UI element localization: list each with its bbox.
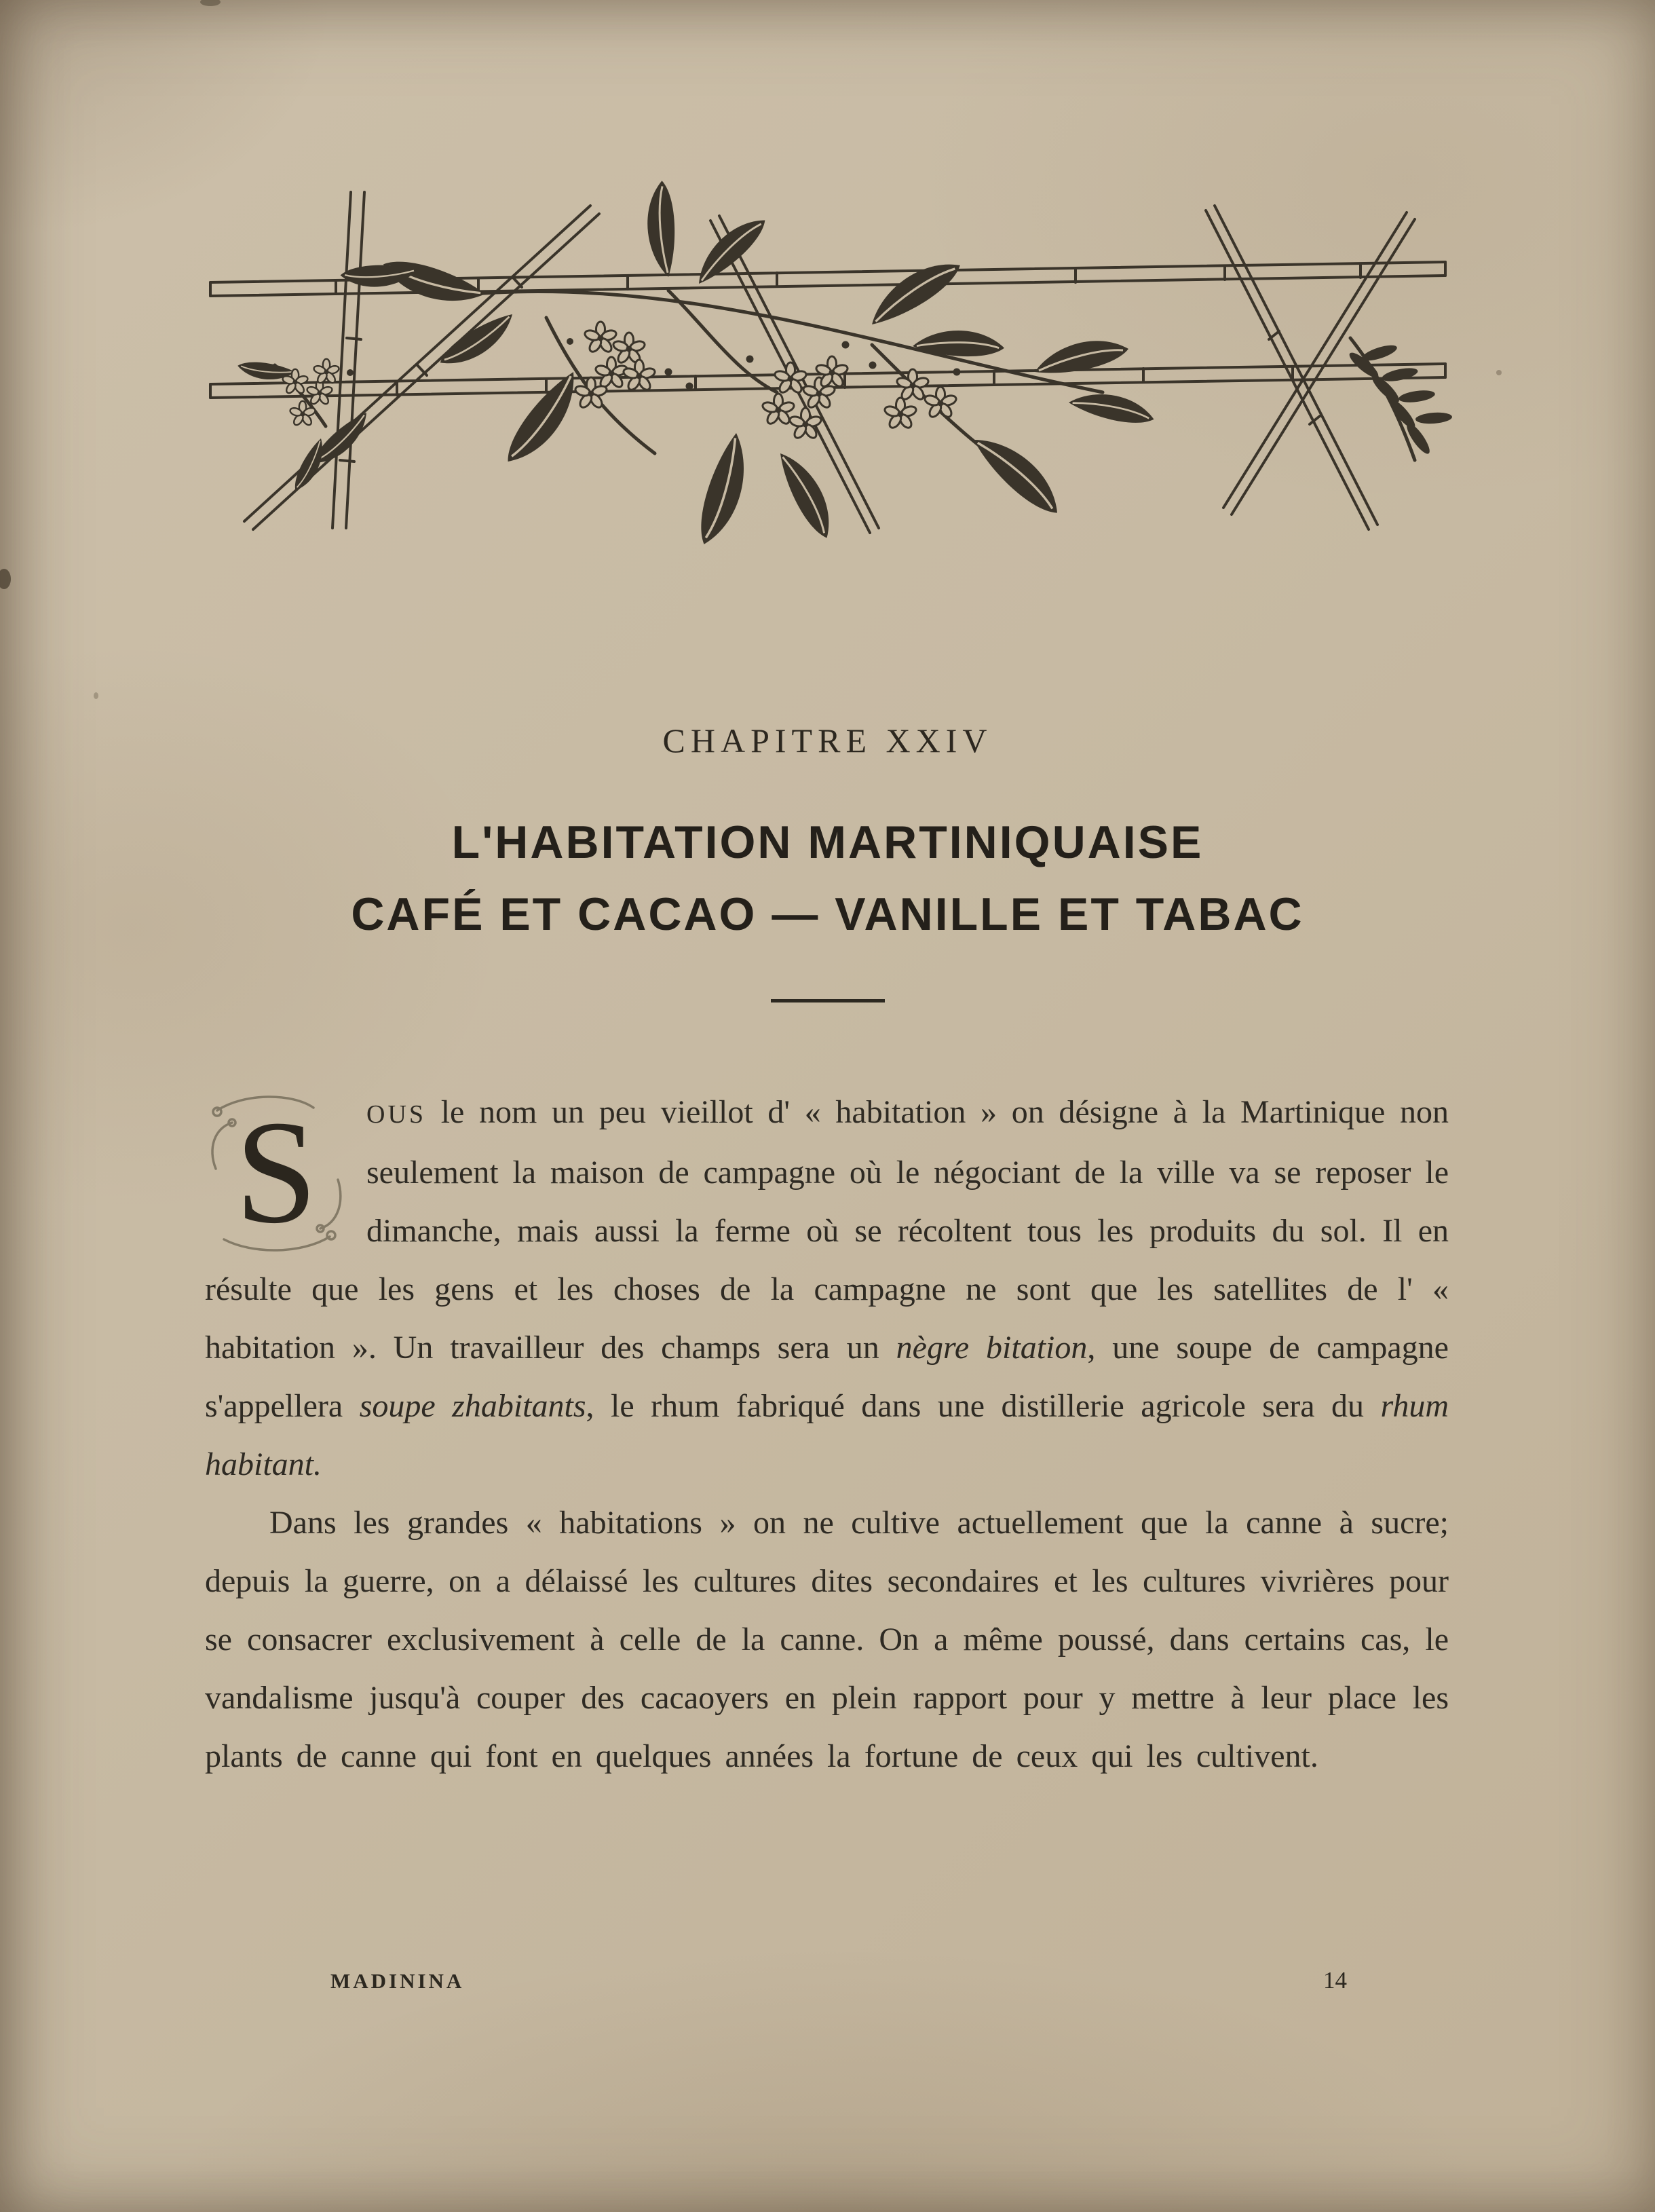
title-divider-rule: [771, 999, 885, 1002]
paper-speck: [94, 692, 98, 699]
chapter-label: CHAPITRE XXIV: [662, 721, 993, 760]
paragraph-1-segment: , le rhum fabriqué dans une distillerie agricole sera du: [586, 1388, 1381, 1424]
page-footer: [205, 1967, 1449, 1994]
chapter-title: [0, 806, 1655, 950]
floral-trellis-illustration: [193, 168, 1462, 552]
paragraph-1-italic: rhum habitant.: [205, 1388, 1449, 1482]
paper-speck: [1496, 370, 1502, 375]
chapter-title-line1: L'HABITATION MARTINIQUAISE: [451, 817, 1204, 868]
drop-cap: [205, 1087, 347, 1258]
paper-speck: [0, 569, 11, 589]
paragraph-1-segment: , une soupe de campagne s'appellera: [205, 1330, 1449, 1424]
paragraph-1: [205, 1083, 1449, 1494]
paragraph-1-italic: nègre bitation: [896, 1330, 1088, 1366]
chapter-title-line2: CAFÉ ET CACAO — VANILLE ET TABAC: [351, 888, 1304, 940]
paragraph-1-segment: le nom un peu vieillot d' « habitation » on désigne à la Martinique non seulement la maison de campagne où le négociant de la ville va se reposer le dimanche, mais aussi la ferme où se récoltent tous les produits du sol. Il en résulte que les gens et les choses de la campagne ne sont que les satellites de l' « habitation ». Un travailleur des champs sera un: [205, 1094, 1449, 1366]
lead-word: OUS: [366, 1100, 427, 1129]
paper-speck: [200, 0, 221, 6]
page-number: 14: [1323, 1967, 1347, 1993]
body-text-block: [205, 1083, 1449, 1786]
paragraph-1-italic: soupe zhabitants: [359, 1388, 586, 1424]
drop-cap-letter: S: [235, 1091, 318, 1254]
paragraph-2: Dans les grandes « habitations » on ne cultive actuellement que la canne à sucre; depuis la guerre, on a délaissé les cultures dites secondaires et les cultures vivrières pour se consacrer exclusivement à celle de la canne. On a même poussé, dans certains cas, le vandalisme jusqu'à couper des cacaoyers en plein rapport pour y mettre à leur place les plants de canne qui font en quelques années la fortune de ceux qui les cultivent.: [205, 1505, 1449, 1774]
running-title: MADININA: [330, 1969, 465, 1993]
